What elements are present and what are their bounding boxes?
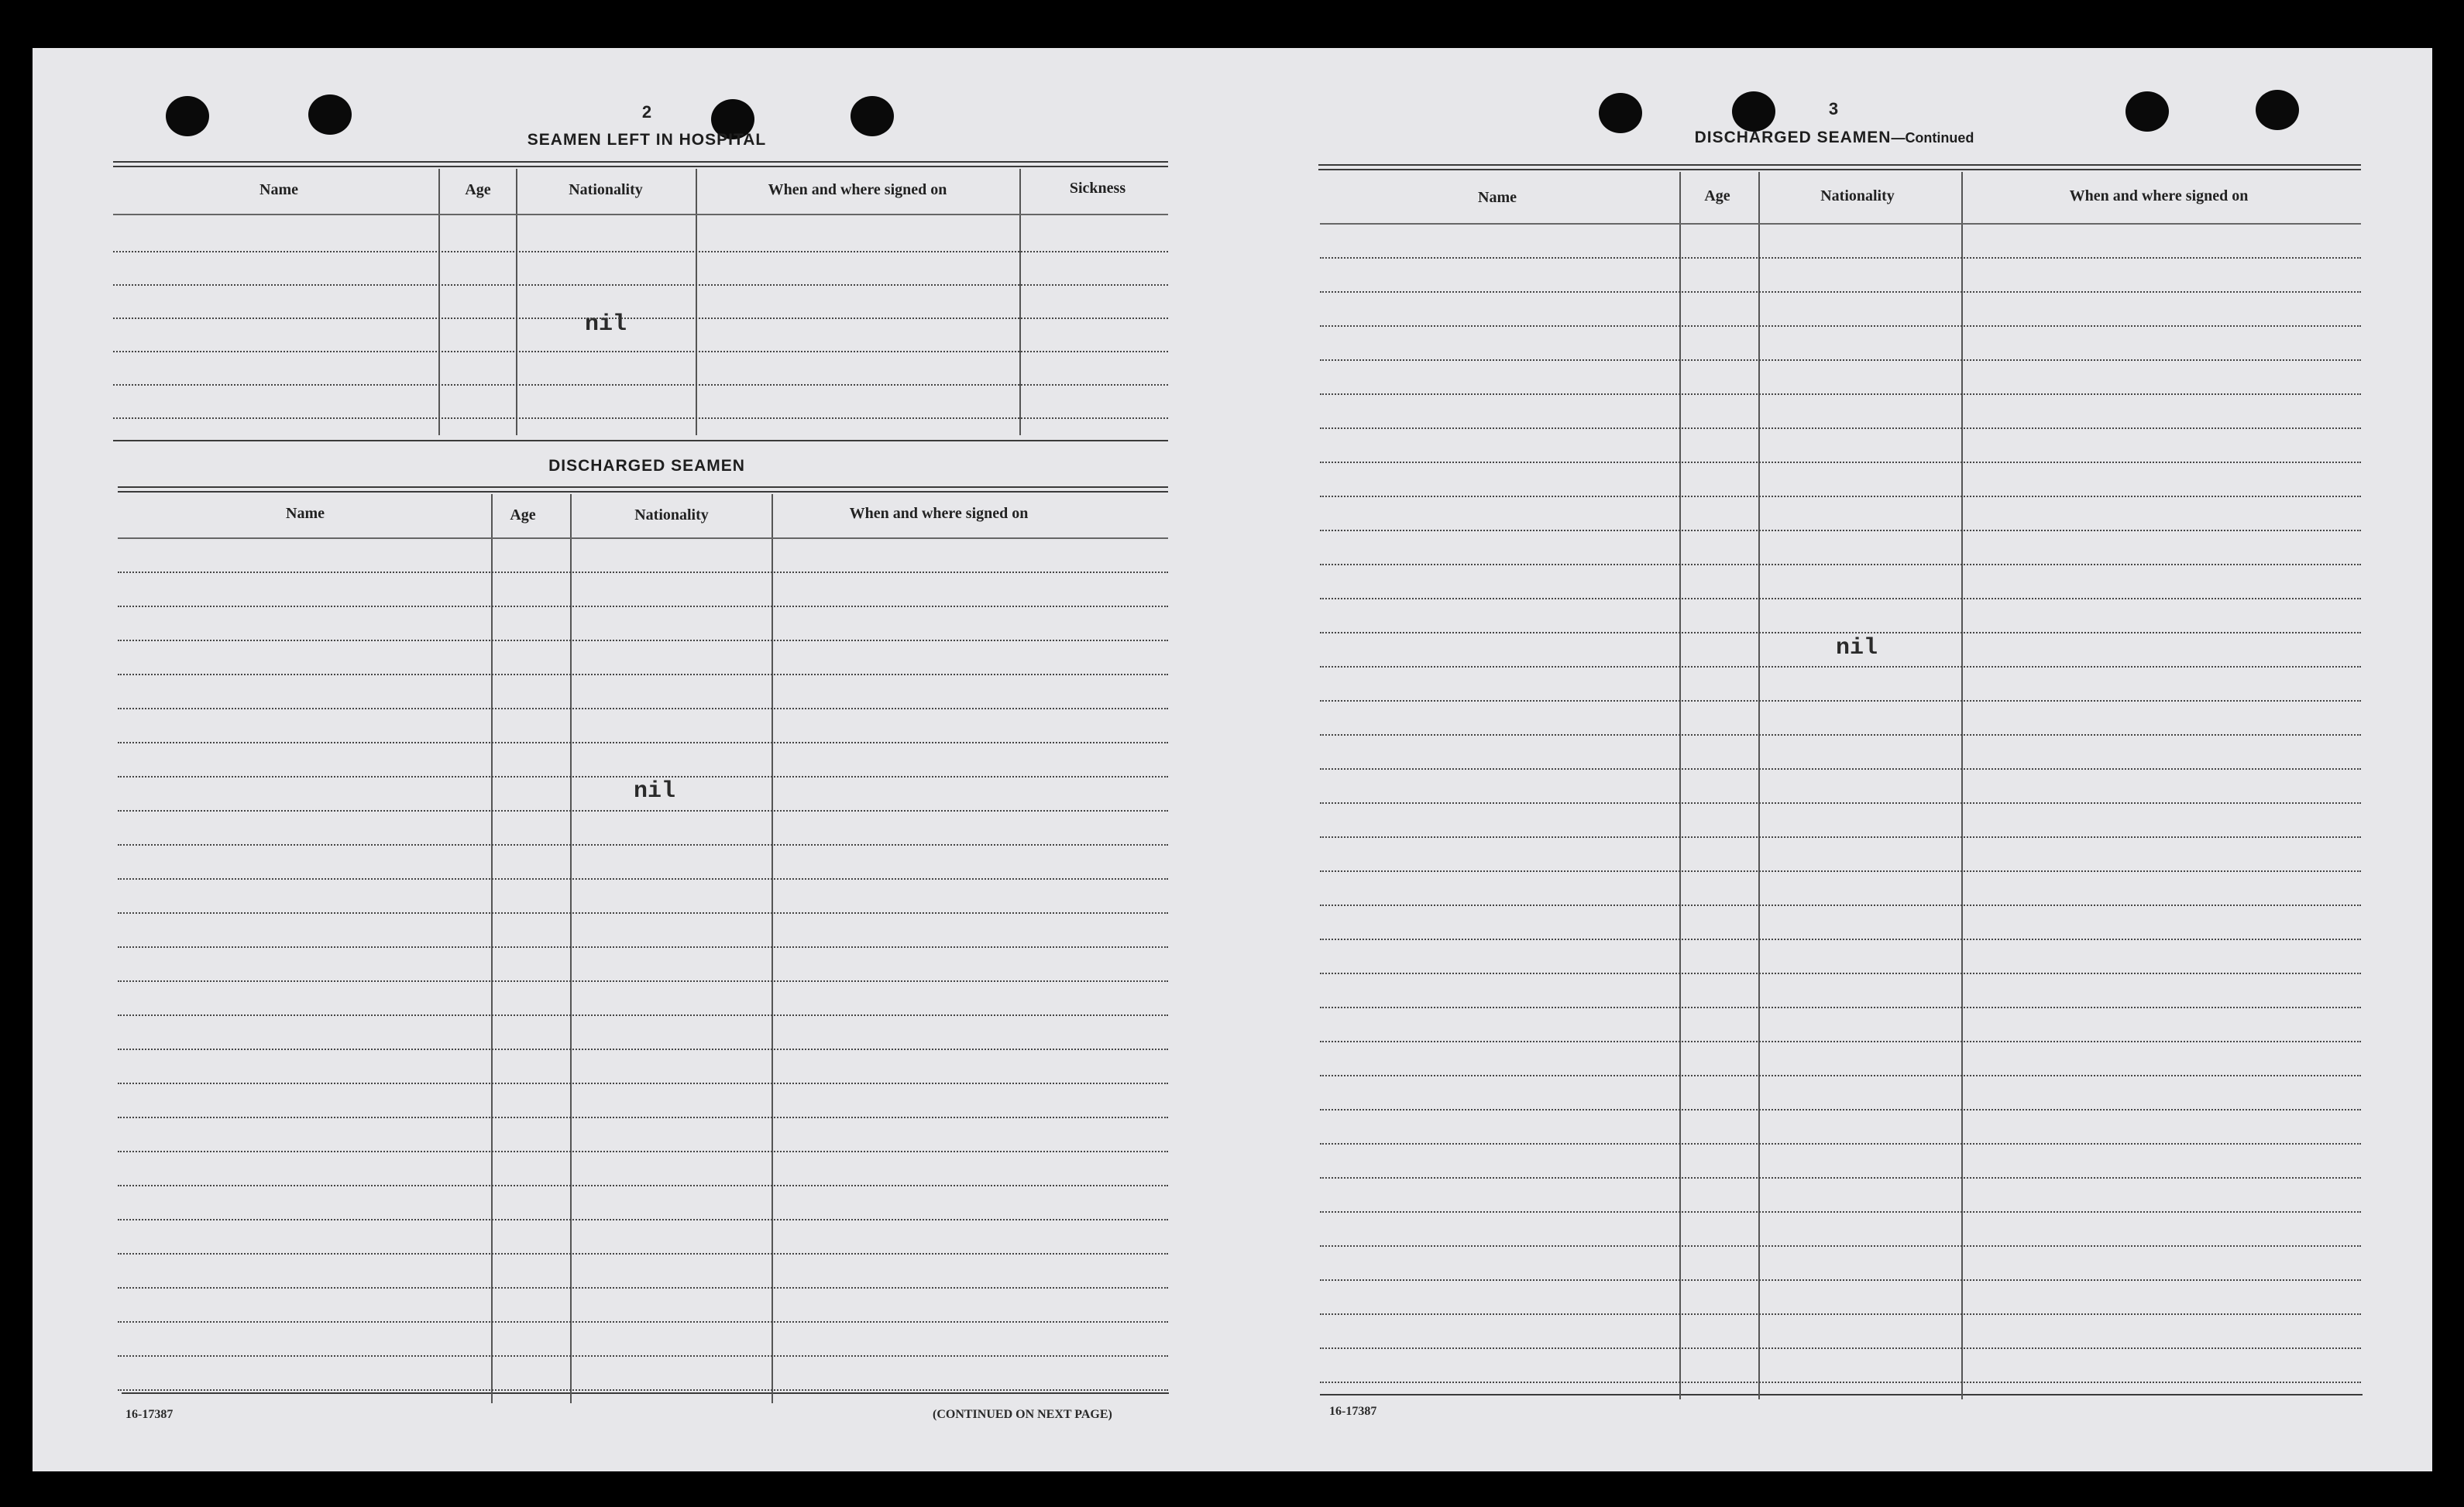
row-line	[113, 284, 1168, 286]
row-line	[118, 912, 1168, 914]
row-line	[1320, 973, 2361, 974]
column-header-name: Name	[1478, 189, 1517, 206]
punch-hole	[1732, 91, 1775, 132]
column-header-signed-on: When and where signed on	[2069, 187, 2249, 204]
bottom-rule	[122, 1392, 1169, 1394]
row-line	[1320, 734, 2361, 736]
row-line	[1320, 1211, 2361, 1213]
row-line	[1320, 1313, 2361, 1315]
row-line	[1320, 632, 2361, 633]
row-line	[118, 1287, 1168, 1289]
discharged-continued-entry: nil	[1835, 635, 1878, 661]
row-line	[1320, 768, 2361, 770]
column-divider	[438, 169, 440, 435]
row-line	[118, 742, 1168, 743]
section-rule	[113, 440, 1168, 441]
row-line	[1320, 1245, 2361, 1247]
column-header-name: Name	[286, 505, 325, 522]
column-divider	[516, 169, 517, 435]
row-line	[113, 251, 1168, 252]
row-line	[118, 1049, 1168, 1050]
row-line	[1320, 1143, 2361, 1145]
row-line	[113, 384, 1168, 386]
row-line	[1320, 1109, 2361, 1111]
row-line	[118, 1014, 1168, 1016]
discharged-entry: nil	[633, 778, 676, 805]
hospital-section-title: SEAMEN LEFT IN HOSPITAL	[527, 131, 767, 149]
column-header-age: Age	[510, 506, 536, 524]
section-rule	[118, 486, 1168, 488]
column-header-nationality: Nationality	[569, 181, 643, 198]
column-header-name: Name	[259, 181, 298, 198]
header-underline	[113, 214, 1168, 215]
row-line	[118, 1185, 1168, 1186]
row-line	[1320, 700, 2361, 702]
row-line	[1320, 1075, 2361, 1076]
discharged-section-title: DISCHARGED SEAMEN	[548, 457, 745, 475]
form-number: 16-17387	[125, 1408, 174, 1421]
section-rule	[1318, 164, 2361, 166]
page-number: 2	[641, 102, 652, 122]
column-header-nationality: Nationality	[634, 506, 709, 524]
row-line	[118, 1219, 1168, 1220]
row-line	[118, 674, 1168, 675]
row-line	[118, 810, 1168, 812]
row-line	[1320, 1382, 2361, 1383]
column-header-signed-on: When and where signed on	[849, 505, 1029, 522]
row-line	[1320, 802, 2361, 804]
row-line	[113, 351, 1168, 352]
row-line	[1320, 836, 2361, 838]
form-number: 16-17387	[1329, 1405, 1377, 1418]
column-divider	[772, 494, 773, 1403]
section-rule	[113, 161, 1168, 163]
row-line	[118, 1389, 1168, 1391]
row-line	[118, 1253, 1168, 1255]
row-line	[118, 980, 1168, 982]
row-line	[1320, 291, 2361, 293]
column-divider	[1019, 169, 1021, 435]
row-line	[118, 844, 1168, 846]
row-line	[1320, 870, 2361, 872]
row-line	[118, 776, 1168, 778]
row-line	[1320, 257, 2361, 259]
row-line	[118, 1151, 1168, 1152]
row-line	[113, 417, 1168, 419]
continued-note: (CONTINUED ON NEXT PAGE)	[933, 1408, 1112, 1421]
row-line	[1320, 598, 2361, 599]
column-divider	[570, 494, 572, 1403]
bottom-rule	[1320, 1394, 2363, 1395]
row-line	[1320, 1177, 2361, 1179]
section-rule	[1318, 169, 2361, 170]
punch-hole	[308, 94, 352, 135]
row-line	[1320, 427, 2361, 429]
row-line	[1320, 393, 2361, 395]
page-number: 3	[1828, 99, 1839, 118]
column-divider	[491, 494, 493, 1403]
row-line	[1320, 564, 2361, 565]
punch-hole	[166, 96, 209, 136]
column-divider	[696, 169, 697, 435]
punch-hole	[2126, 91, 2169, 132]
row-line	[118, 1355, 1168, 1357]
row-line	[1320, 325, 2361, 327]
row-line	[118, 606, 1168, 607]
row-line	[118, 1321, 1168, 1323]
column-header-signed-on: When and where signed on	[768, 181, 947, 198]
row-line	[118, 640, 1168, 641]
row-line	[1320, 939, 2361, 940]
header-underline	[118, 537, 1168, 539]
punch-hole	[2256, 90, 2299, 130]
row-line	[1320, 1041, 2361, 1042]
row-line	[1320, 1347, 2361, 1349]
row-line	[118, 878, 1168, 880]
row-line	[1320, 530, 2361, 531]
title-text: DISCHARGED SEAMEN	[1694, 129, 1892, 146]
row-line	[113, 318, 1168, 319]
column-header-age: Age	[465, 181, 491, 198]
punch-hole	[1599, 93, 1642, 133]
title-suffix: —Continued	[1891, 130, 1974, 146]
row-line	[1320, 462, 2361, 463]
column-header-sickness: Sickness	[1069, 180, 1126, 197]
column-divider	[1758, 172, 1760, 1399]
row-line	[1320, 666, 2361, 668]
row-line	[118, 1117, 1168, 1118]
hospital-entry: nil	[584, 311, 627, 338]
column-header-age: Age	[1704, 187, 1730, 204]
row-line	[1320, 1007, 2361, 1008]
column-divider	[1679, 172, 1681, 1399]
row-line	[118, 708, 1168, 709]
discharged-continued-title	[1695, 129, 1974, 147]
row-line	[1320, 905, 2361, 906]
document-sheet	[33, 48, 2432, 1471]
column-divider	[1961, 172, 1963, 1399]
column-header-nationality: Nationality	[1820, 187, 1895, 204]
row-line	[118, 946, 1168, 948]
row-line	[1320, 1279, 2361, 1281]
header-underline	[1320, 223, 2361, 225]
row-line	[1320, 359, 2361, 361]
section-rule	[113, 166, 1168, 167]
punch-hole	[851, 96, 894, 136]
row-line	[1320, 496, 2361, 497]
row-line	[118, 572, 1168, 573]
row-line	[118, 1083, 1168, 1084]
section-rule	[118, 491, 1168, 493]
